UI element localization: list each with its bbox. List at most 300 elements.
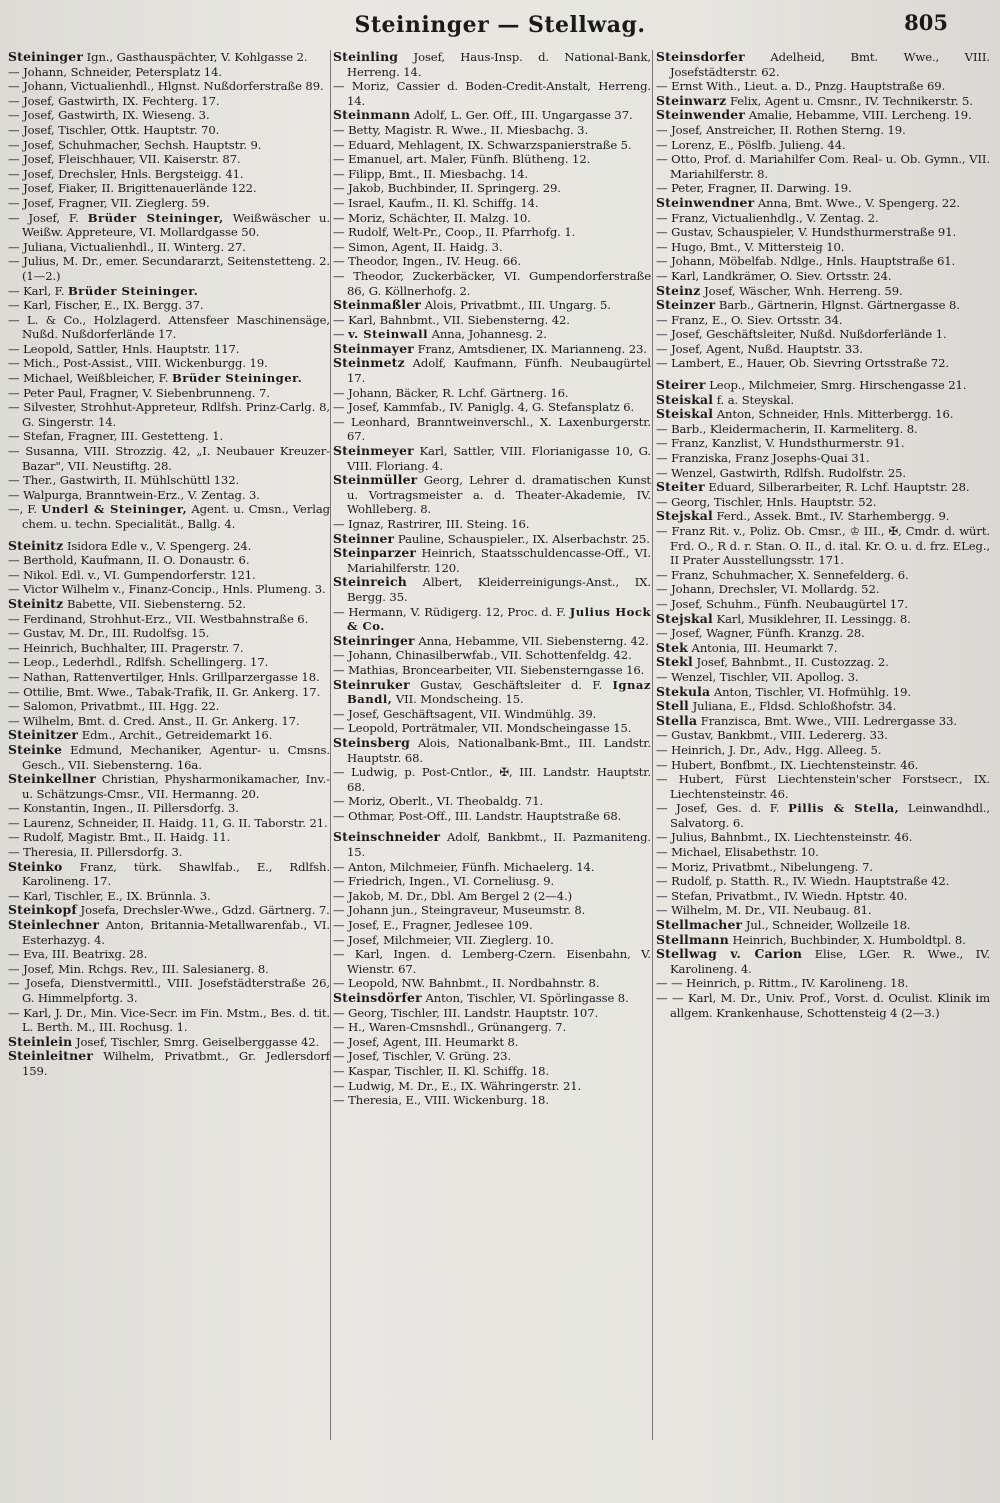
directory-entry	[333, 1064, 651, 1079]
entry-surname: Stekl	[656, 654, 693, 670]
entry-text: — Ernst With., Lieut. a. D., Pnzg. Hauptstraße 69.	[656, 79, 946, 94]
entry-text: — Josef, Fleischhauer, VII. Kaiserstr. 87.	[8, 152, 241, 167]
directory-entry	[333, 809, 651, 824]
directory-entry	[8, 539, 330, 554]
directory-entry	[8, 685, 330, 700]
directory-entry	[656, 152, 990, 181]
entry-text: — Karl, Landkrämer, O. Siev. Ortsstr. 24.	[656, 268, 892, 283]
page-title: Steininger — Stellwag.	[354, 12, 646, 38]
entry-text: — Franz, E., O. Siev. Ortsstr. 34.	[656, 312, 843, 327]
column-2	[333, 50, 651, 1500]
entry-text: Eduard, Silberarbeiter, R. Lchf. Hauptstr. 28.	[708, 480, 970, 495]
entry-firm-name: Ignaz Bandl,	[347, 677, 651, 707]
entry-text: — Josef, Wagner, Fünfh. Kranzg. 28.	[656, 626, 865, 641]
entry-text: Wilhelm, Privatbmt., Gr. Jedlersdorf 159.	[22, 1049, 330, 1078]
directory-entry	[333, 947, 651, 976]
entry-text: — Juliana, Victualienhdl., II. Winterg. 27.	[8, 239, 246, 254]
entry-text: — Othmar, Post-Off., III. Landstr. Hauptstraße 68.	[333, 808, 622, 823]
entry-text: — Karl, Ingen. d. Lemberg-Czern. Eisenbahn, V. Wienstr. 67.	[333, 947, 651, 976]
directory-entry	[333, 736, 651, 765]
entry-text: — Ferdinand, Strohhut-Erz., VII. Westbahnstraße 6.	[8, 611, 309, 626]
entry-text: Adolf, Kaufmann, Fünfh. Neubaugürtel 17.	[347, 356, 651, 386]
entry-text: Josef, Bahnbmt., II. Custozzag. 2.	[696, 655, 889, 670]
entry-text: — Karl, Tischler, E., IX. Brünnla. 3.	[8, 888, 211, 903]
entry-surname: Steinlechner	[8, 917, 100, 933]
entry-text: Josef, Tischler, Smrg. Geiselberggasse 42.	[75, 1034, 320, 1049]
directory-entry	[656, 524, 990, 568]
entry-text: Anna, Hebamme, VII. Siebensterng. 42.	[418, 633, 649, 648]
directory-entry	[8, 79, 330, 94]
entry-text: — Theresia, II. Pillersdorfg. 3.	[8, 845, 183, 860]
directory-entry	[8, 65, 330, 80]
entry-text: Amalie, Hebamme, VIII. Lercheng. 19.	[748, 108, 972, 123]
directory-entry	[656, 393, 990, 408]
entry-surname: Steinmüller	[333, 472, 418, 488]
entry-surname: Steinner	[333, 530, 395, 546]
directory-entry	[333, 254, 651, 269]
entry-text: — Rudolf, Welt-Pr., Coop., II. Pfarrhofg. 1.	[333, 225, 576, 240]
directory-entry	[656, 240, 990, 255]
entry-surname: Stellmann	[656, 931, 729, 947]
directory-entry	[656, 918, 990, 933]
directory-entry	[8, 50, 330, 65]
entry-surname: Steinwendner	[656, 194, 755, 210]
entry-text: —	[333, 327, 345, 342]
entry-surname: Stellwag v. Carion	[656, 946, 803, 962]
entry-text: — Theresia, E., VIII. Wickenburg. 18.	[333, 1093, 549, 1108]
page-number: 805	[904, 10, 948, 35]
directory-entry	[333, 181, 651, 196]
directory-entry	[8, 1006, 330, 1035]
entry-text: — Franz, Schuhmacher, X. Sennefelderg. 6.	[656, 567, 909, 582]
entry-surname: Steinitzer	[8, 727, 79, 743]
entry-text: — Wenzel, Tischler, VII. Apollog. 3.	[656, 669, 859, 684]
entry-text: — Josef, Gastwirth, IX. Wieseng. 3.	[8, 108, 210, 123]
entry-surname: Steinringer	[333, 632, 415, 648]
directory-entry	[656, 933, 990, 948]
page-header	[0, 10, 1000, 44]
directory-entry	[656, 641, 990, 656]
entry-text: Josef, Wäscher, Wnh. Herreng. 59.	[704, 283, 903, 298]
directory-entry	[656, 181, 990, 196]
entry-surname: Steinzer	[656, 297, 716, 313]
entry-text: — Josef, Schuhmacher, Sechsh. Hauptstr. 9.	[8, 137, 262, 152]
directory-entry	[333, 1079, 651, 1094]
directory-entry	[333, 976, 651, 991]
entry-text: Franzisca, Bmt. Wwe., VIII. Ledrergasse 33.	[700, 713, 957, 728]
directory-entry	[333, 765, 651, 794]
entry-text: Anton, Tischler, VI. Spörlingasse 8.	[425, 991, 629, 1005]
entry-text: — Salomon, Privatbmt., III. Hgg. 22.	[8, 699, 220, 714]
entry-text: — Josef, Drechsler, Hnls. Bergsteigg. 41.	[8, 166, 244, 181]
entry-text: Adolf, L. Ger. Off., III. Ungargasse 37.	[413, 108, 633, 123]
directory-entry	[656, 313, 990, 328]
directory-entry	[656, 743, 990, 758]
entry-text: — Franz Rit. v., Poliz. Ob. Cmsr., ♔ III., ✠, Cmdr. d. würt. Frd. O., R d. r. Stan. O. II., d. ital. Kr. O. u. d. frz. ELeg., II Prater Ausstellungsstr. 171.	[656, 524, 990, 568]
entry-text: Heinrich, Buchbinder, X. Humboldtpl. 8.	[732, 932, 966, 947]
entry-text: — Josef, Tischler, Ottk. Hauptstr. 70.	[8, 122, 220, 137]
directory-entry	[8, 699, 330, 714]
entry-text: — Stefan, Privatbmt., IV. Wiedn. Hptstr. 40.	[656, 888, 908, 903]
entry-text: — Josef, Milchmeier, VII. Zieglerg. 10.	[333, 932, 554, 947]
entry-text: — Hermann, V. Rüdigerg. 12, Proc. d. F.	[333, 604, 566, 619]
entry-text: — Anton, Milchmeier, Fünfh. Michaelerg. 14.	[333, 859, 595, 874]
entry-text: — Karl, J. Dr., Min. Vice-Secr. im Fin. Mstm., Bes. d. tit. L. Berth. M., III. Rochusg. 1.	[8, 1005, 330, 1035]
entry-firm-name: Brüder Steininger.	[68, 283, 199, 298]
entry-firm-name: Brüder Steininger.	[171, 371, 303, 386]
entry-text: Josefa, Drechsler-Wwe., Gdzd. Gärtnerg. 7.	[80, 903, 330, 918]
directory-entry	[333, 860, 651, 875]
directory-entry	[656, 94, 990, 109]
entry-text: — Filipp, Bmt., II. Miesbachg. 14.	[333, 166, 528, 181]
directory-entry	[8, 597, 330, 612]
entry-text: — Leopold, Porträtmaler, VII. Mondscheingasse 15.	[333, 721, 632, 736]
directory-entry	[656, 269, 990, 284]
directory-entry	[8, 714, 330, 729]
entry-text: Christian, Physharmonikamacher, Inv.- u. Schätzungs-Cmsr., VII. Hermanng. 20.	[22, 772, 330, 801]
directory-entry	[656, 254, 990, 269]
entry-text: — Johann, Chinasilberwfab., VII. Schottenfeldg. 42.	[333, 648, 632, 663]
directory-entry	[8, 947, 330, 962]
directory-entry	[333, 1035, 651, 1050]
directory-entry	[8, 473, 330, 488]
directory-entry	[8, 502, 330, 531]
entry-surname: Stejskal	[656, 610, 713, 626]
entry-surname: Stek	[656, 639, 688, 655]
entry-text: — Rudolf, Magistr. Bmt., II. Haidg. 11.	[8, 830, 231, 845]
directory-entry	[656, 342, 990, 357]
directory-entry	[656, 597, 990, 612]
directory-entry	[656, 509, 990, 524]
directory-entry	[333, 707, 651, 722]
column-1	[8, 50, 330, 1500]
entry-firm-name: Pillis & Stella,	[788, 801, 900, 816]
entry-text: Agent. u. Cmsn., Verlag chem. u. techn. Specialität., Ballg. 4.	[22, 502, 330, 531]
directory-entry	[333, 211, 651, 226]
directory-entry	[656, 801, 990, 830]
entry-text: — Lorenz, E., Pöslfb. Julieng. 44.	[656, 137, 846, 152]
directory-entry	[656, 356, 990, 371]
directory-entry	[656, 728, 990, 743]
entry-text: — Gustav, Bankbmt., VIII. Ledererg. 33.	[656, 728, 888, 743]
entry-text: — Franziska, Franz Josephs-Quai 31.	[656, 451, 870, 466]
entry-surname: Steinz	[656, 282, 701, 298]
entry-text: — Heinrich, J. Dr., Adv., Hgg. Alleeg. 5.	[656, 742, 882, 757]
directory-entry	[333, 108, 651, 123]
entry-text: — Wenzel, Gastwirth, Rdlfsh. Rudolfstr. 25.	[656, 465, 906, 480]
directory-entry	[656, 582, 990, 597]
directory-entry	[8, 94, 330, 109]
directory-entry	[8, 313, 330, 342]
directory-entry	[8, 254, 330, 283]
entry-text: Felix, Agent u. Cmsnr., IV. Technikerstr. 5.	[729, 93, 973, 108]
entry-text: — Laurenz, Schneider, II. Haidg. 11, G. II. Taborstr. 21.	[8, 815, 328, 830]
entry-surname: Steinsberg	[333, 734, 410, 750]
directory-entry	[656, 655, 990, 670]
entry-text: Isidora Edle v., V. Spengerg. 24.	[66, 538, 252, 553]
directory-entry	[656, 991, 990, 1020]
entry-text: — Josef, Min. Rchgs. Rev., III. Salesianerg. 8.	[8, 961, 269, 976]
directory-entry	[656, 685, 990, 700]
entry-text: f. a. Steyskal.	[716, 392, 795, 407]
entry-text: Barb., Gärtnerin, Hlgnst. Gärtnergasse 8.	[718, 298, 960, 313]
entry-text: — Johann, Victualienhdl., Hlgnst. Nußdorferstraße 89.	[8, 79, 324, 94]
entry-text: Albert, Kleiderreinigungs-Anst., IX. Bergg. 35.	[347, 575, 651, 604]
directory-entry	[656, 758, 990, 773]
entry-surname: Steinitz	[8, 537, 64, 553]
entry-surname: Steinleitner	[8, 1048, 94, 1064]
entry-text: — Franz, Kanzlist, V. Hundsthurmerstr. 91.	[656, 436, 905, 451]
entry-text: — Konstantin, Ingen., II. Pillersdorfg. 3.	[8, 801, 239, 816]
directory-entry	[656, 138, 990, 153]
directory-entry	[656, 903, 990, 918]
directory-entry	[656, 327, 990, 342]
entry-text: Adolf, Bankbmt., II. Pazmaniteng. 15.	[347, 830, 651, 860]
directory-entry	[333, 123, 651, 138]
directory-entry	[333, 678, 651, 707]
entry-text: — Otto, Prof. d. Mariahilfer Com. Real- u. Ob. Gymn., VII. Mariahilferstr. 8.	[656, 152, 990, 181]
directory-entry	[656, 626, 990, 641]
entry-text: — Peter Paul, Fragner, V. Siebenbrunneng. 7.	[8, 385, 270, 400]
directory-entry	[656, 407, 990, 422]
entry-text: Anna, Bmt. Wwe., V. Spengerg. 22.	[757, 195, 960, 210]
entry-text: Karl, Musiklehrer, II. Lessingg. 8.	[716, 611, 911, 626]
directory-entry	[333, 327, 651, 342]
entry-surname: Stella	[656, 712, 698, 728]
entry-text: — Josef, Agent, Nußd. Hauptstr. 33.	[656, 341, 864, 356]
entry-firm-name: Brüder Steininger,	[87, 210, 224, 225]
entry-text: — Karl, F.	[8, 283, 65, 298]
directory-entry	[333, 225, 651, 240]
entry-text: — Karl, Fischer, E., IX. Bergg. 37.	[8, 298, 204, 313]
directory-entry	[333, 532, 651, 547]
entry-surname: Steinlein	[8, 1033, 73, 1049]
entry-text: — Josef, E., Fragner, Jedlesee 109.	[333, 918, 533, 933]
directory-entry	[333, 356, 651, 385]
entry-surname: Steinmaßler	[333, 297, 422, 313]
entry-text: — Johann jun., Steingraveur, Museumstr. 8.	[333, 903, 586, 918]
entry-surname: Steinmetz	[333, 355, 405, 371]
entry-text: Ign., Gasthauspächter, V. Kohlgasse 2.	[86, 50, 308, 64]
directory-entry	[8, 138, 330, 153]
entry-text: Juliana, E., Fldsd. Schloßhofstr. 34.	[692, 699, 897, 714]
entry-text: — Jakob, Buchbinder, II. Springerg. 29.	[333, 181, 561, 196]
directory-entry	[333, 269, 651, 298]
column-3	[656, 50, 990, 1500]
directory-entry	[333, 415, 651, 444]
entry-text: — Hubert, Bonfbmt., IX. Liechtensteinstr. 46.	[656, 757, 919, 772]
directory-entry	[8, 801, 330, 816]
entry-text: — Johann, Möbelfab. Ndlge., Hnls. Hauptstraße 61.	[656, 254, 956, 269]
entry-text: — Ther., Gastwirth, II. Mühlschüttl 132.	[8, 473, 240, 488]
entry-text: Ferd., Assek. Bmt., IV. Starhembergg. 9.	[716, 509, 950, 524]
directory-entry	[333, 933, 651, 948]
directory-entry	[333, 546, 651, 575]
entry-text: — Josef, Ges. d. F.	[656, 801, 780, 816]
entry-text: — Josef, Anstreicher, II. Rothen Sterng. 19.	[656, 122, 906, 137]
directory-entry	[333, 918, 651, 933]
entry-surname: Steiskal	[656, 406, 714, 422]
directory-entry	[656, 451, 990, 466]
entry-text: — Wilhelm, M. Dr., VII. Neubaug. 81.	[656, 903, 872, 918]
directory-entry	[333, 830, 651, 859]
directory-entry	[8, 582, 330, 597]
directory-entry	[333, 473, 651, 517]
entry-text: — Moriz, Oberlt., VI. Theobaldg. 71.	[333, 794, 544, 809]
entry-text: — Josef, Geschäftsleiter, Nußd. Nußdorferlände 1.	[656, 327, 947, 342]
entry-text: — Lambert, E., Hauer, Ob. Sievring Ortsstraße 72.	[656, 356, 949, 371]
directory-entry	[333, 1049, 651, 1064]
entry-surname: Stell	[656, 698, 689, 714]
entry-text: — Karl, Bahnbmt., VII. Siebensterng. 42.	[333, 312, 570, 327]
directory-entry	[8, 123, 330, 138]
directory-entry	[656, 50, 990, 79]
entry-text: —, F.	[8, 502, 38, 517]
directory-entry	[656, 772, 990, 801]
directory-entry	[8, 903, 330, 918]
entry-text: — Johann, Schneider, Petersplatz 14.	[8, 64, 222, 79]
entry-text: — Moriz, Privatbmt., Nibelungeng. 7.	[656, 859, 873, 874]
entry-text: Weißwäscher u. Weißw. Appreteure, VI. Mollardgasse 50.	[22, 210, 330, 240]
entry-surname: Steinsdörfer	[333, 990, 422, 1005]
directory-entry	[333, 991, 651, 1006]
directory-entry	[8, 889, 330, 904]
entry-text: — Nikol. Edl. v., VI. Gumpendorferstr. 121.	[8, 567, 256, 582]
entry-surname: Steininger	[8, 50, 84, 64]
directory-entry	[333, 386, 651, 401]
entry-text: — Kaspar, Tischler, II. Kl. Schiffg. 18.	[333, 1063, 550, 1078]
entry-text: — Ignaz, Rastrirer, III. Steing. 16.	[333, 517, 530, 531]
directory-entry	[656, 480, 990, 495]
entry-text: — Johann, Drechsler, VI. Mollardg. 52.	[656, 582, 880, 597]
entry-text: — Wilhelm, Bmt. d. Cred. Anst., II. Gr. Ankerg. 17.	[8, 713, 300, 728]
directory-entry	[333, 1093, 651, 1108]
entry-surname: Steinko	[8, 858, 63, 874]
entry-text: Leop., Milchmeier, Smrg. Hirschengasse 21.	[709, 378, 967, 393]
entry-text: — Michael, Weißbleicher, F.	[8, 371, 169, 386]
directory-entry	[656, 196, 990, 211]
entry-text: — Friedrich, Ingen., VI. Corneliusg. 9.	[333, 874, 555, 889]
entry-surname: Steinitz	[8, 595, 64, 611]
entry-surname: Steinwender	[656, 107, 746, 123]
entry-text: — Berthold, Kaufmann, II. O. Donaustr. 6.	[8, 553, 250, 568]
directory-entry	[8, 728, 330, 743]
entry-surname: Steinwarz	[656, 92, 727, 108]
entry-text: Babette, VII. Siebensterng. 52.	[66, 596, 246, 611]
directory-entry	[333, 313, 651, 328]
directory-entry	[656, 889, 990, 904]
directory-entry	[656, 568, 990, 583]
entry-text: — Barb., Kleidermacherin, II. Karmeliterg. 8.	[656, 421, 918, 436]
directory-entry	[656, 436, 990, 451]
entry-text: — L. & Co., Holzlagerd. Attensfeer Maschinensäge, Nußd. Nußdorferlände 17.	[8, 312, 330, 342]
entry-text: — Heinrich, Buchhalter, III. Pragerstr. 7.	[8, 640, 244, 655]
directory-entry	[8, 670, 330, 685]
entry-text: — H., Waren-Cmsnshdl., Grünangerg. 7.	[333, 1020, 567, 1035]
entry-text: Antonia, III. Heumarkt 7.	[691, 640, 838, 655]
directory-entry	[656, 612, 990, 627]
directory-entry	[8, 655, 330, 670]
directory-entry	[8, 816, 330, 831]
entry-surname: Steinkopf	[8, 902, 77, 918]
directory-entry	[8, 167, 330, 182]
entry-text: — Leopold, NW. Bahnbmt., II. Nordbahnstr. 8.	[333, 976, 600, 991]
entry-text: — Susanna, VIII. Strozzig. 42, „I. Neubauer Kreuzer-Bazar", VII. Neustiftg. 28.	[8, 444, 330, 473]
directory-entry	[656, 79, 990, 94]
entry-surname: Steinke	[8, 741, 63, 757]
entry-surname: Steinmeyer	[333, 443, 414, 459]
directory-entry	[333, 342, 651, 357]
directory-entry	[333, 794, 651, 809]
entry-text: Anna, Johannesg. 2.	[431, 327, 547, 342]
entry-text: — Julius, M. Dr., emer. Secundararzt, Seitenstetteng. 2. (1—2.)	[8, 254, 330, 283]
directory-entry	[8, 181, 330, 196]
entry-text: — Stefan, Fragner, III. Gestetteng. 1.	[8, 429, 224, 444]
directory-entry	[8, 626, 330, 641]
entry-text: — Rudolf, p. Statth. R., IV. Wiedn. Hauptstraße 42.	[656, 874, 950, 889]
directory-entry	[8, 976, 330, 1005]
entry-text: — Julius, Bahnbmt., IX. Liechtensteinstr. 46.	[656, 830, 913, 845]
directory-entry	[8, 386, 330, 401]
entry-text: — Josefa, Dienstvermittl., VIII. Josefstädterstraße 26, G. Himmelpfortg. 3.	[8, 976, 330, 1005]
entry-text: — Hugo, Bmt., V. Mittersteig 10.	[656, 239, 845, 254]
directory-entry	[333, 903, 651, 918]
directory-entry	[8, 342, 330, 357]
entry-firm-name: v. Steinwall	[348, 327, 428, 342]
entry-text: — Moriz, Cassier d. Boden-Credit-Anstalt, Herreng. 14.	[333, 79, 651, 108]
entry-text: Karl, Sattler, VIII. Florianigasse 10, G. VIII. Floriang. 4.	[347, 444, 651, 473]
entry-text: Adelheid, Bmt. Wwe., VIII. Josefstädterstr. 62.	[670, 50, 990, 79]
directory-entry	[656, 225, 990, 240]
directory-entry	[333, 874, 651, 889]
entry-text: — Gustav, M. Dr., III. Rudolfsg. 15.	[8, 626, 210, 641]
directory-entry	[8, 1035, 330, 1050]
entry-text: — Eva, III. Beatrixg. 28.	[8, 947, 148, 962]
directory-entry	[333, 152, 651, 167]
entry-text: — Theodor, Zuckerbäcker, VI. Gumpendorferstraße 86, G. Köllnerhofg. 2.	[333, 268, 651, 298]
entry-text: — Leop., Lederhdl., Rdlfsh. Schellingerg. 17.	[8, 655, 269, 670]
entry-text: — Mich., Post-Assist., VIII. Wickenburgg. 19.	[8, 356, 268, 371]
entry-text: — Emanuel, art. Maler, Fünfh. Blütheng. 12.	[333, 152, 591, 167]
entry-text: — Josef, Fiaker, II. Brigittenauerlände 122.	[8, 181, 257, 196]
entry-text: — Josef, F.	[8, 210, 79, 225]
directory-entry	[8, 240, 330, 255]
entry-text: — Mathias, Broncearbeiter, VII. Siebensterngasse 16.	[333, 662, 645, 677]
directory-entry	[8, 371, 330, 386]
directory-entry	[8, 962, 330, 977]
entry-firm-name: Underl & Steininger,	[41, 502, 188, 517]
directory-entry	[656, 714, 990, 729]
entry-text: — Josef, Agent, III. Heumarkt 8.	[333, 1034, 519, 1049]
directory-entry	[333, 240, 651, 255]
entry-text: — Ottilie, Bmt. Wwe., Tabak-Trafik, II. Gr. Ankerg. 17.	[8, 684, 321, 699]
entry-surname: Steinling	[333, 50, 399, 64]
entry-text: — Josef, Schuhm., Fünfh. Neubaugürtel 17.	[656, 596, 908, 611]
entry-text: — Franz, Victualienhdlg., V. Zentag. 2.	[656, 210, 879, 225]
entry-surname: Steinruker	[333, 676, 410, 692]
directory-entry	[8, 356, 330, 371]
entry-text: Franz, türk. Shawlfab., E., Rdlfsh. Karolineng. 17.	[22, 859, 330, 889]
directory-entry	[656, 947, 990, 976]
entry-text: — Ludwig, p. Post-Cntlor., ✠, III. Landstr. Hauptstr. 68.	[333, 765, 651, 794]
entry-text: — Moriz, Schächter, II. Malzg. 10.	[333, 210, 531, 225]
directory-entry	[8, 845, 330, 860]
entry-surname: Steinreich	[333, 574, 407, 590]
directory-entry	[333, 1006, 651, 1021]
entry-text: — Josef, Gastwirth, IX. Fechterg. 17.	[8, 93, 220, 108]
directory-entry	[656, 422, 990, 437]
entry-surname: Steiter	[656, 479, 705, 495]
